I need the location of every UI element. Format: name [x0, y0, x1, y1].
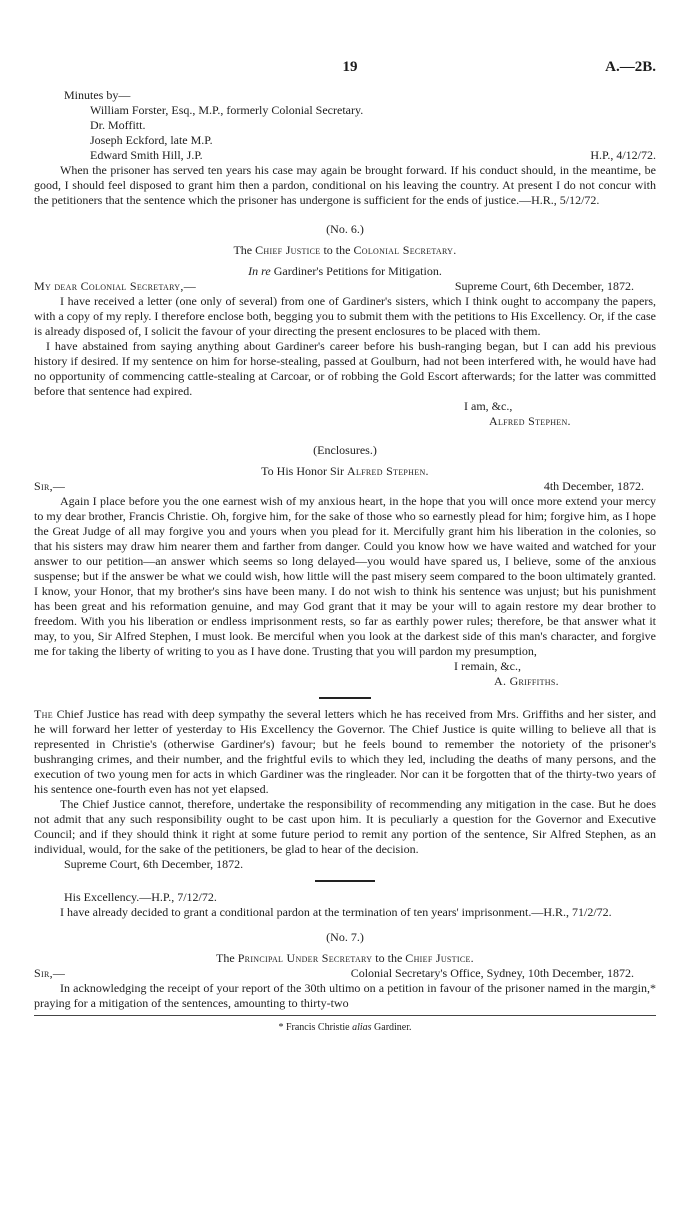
- page-number: 19: [342, 59, 358, 75]
- enclosure-addressee: [34, 464, 656, 479]
- letter-title: [34, 951, 656, 966]
- addressee-name: Alfred Stephen.: [346, 464, 429, 478]
- salutation: Sir,—: [34, 479, 66, 493]
- salutation: Sir,—: [34, 966, 66, 980]
- subject-text: Gardiner's Petitions for Mitigation.: [273, 264, 442, 278]
- letter-subject: [34, 264, 656, 279]
- salutation-row: [34, 279, 656, 294]
- minutes-heading: Minutes by—: [64, 88, 131, 102]
- title-recipient: Colonial Secretary.: [353, 243, 457, 257]
- salutation-row: [34, 966, 656, 981]
- place-date: Supreme Court, 6th December, 1872.: [454, 279, 634, 293]
- footnote-text: * Francis Christie: [278, 1022, 350, 1033]
- letter-date: 4th December, 1872.: [543, 479, 644, 493]
- letter-paragraph: Again I place before you the one earnest wish of my anxious heart, in the hope that you will once more extend your mercy to my dear brother, Francis Christie. Oh, forgive him, for the sake of those who so earnestly plead for him; forgive him, as I hope the Great Judge of all may forgive you and yours when you plead for it. Mercifully grant him his liberation in the colonies, so that his sisters may draw him nearer them and farther from danger. Could you know how we have waited and watched for your answer to our petition—an answer which seems so long delayed—you would have spared us, I believe, some of the anxious suspense; but if the answer be what we could wish, how little will the past misery seem compared to the boon ultimately granted. I know, your Honor, that my brother's sins have been many. I do not wish to think his sentence was unjust; but his punishment has been great and his reformation genuine, and may God grant that it may be your will to again restore my dear brother to freedom. With you his liberation or endless imprisonment rests, so far as earthly power rules; therefore, be that answer what it may, to you, Sir Alfred Stephen, I must look. Be merciful when you look at the darkest side of this man's character, and forgive me for taking the liberty of writing to you as I have done. Trusting that you will pardon my presumption,: [34, 494, 656, 658]
- minutes-name: Joseph Eckford, late M.P.: [90, 133, 213, 147]
- section-divider: [315, 880, 375, 882]
- minute-line: His Excellency.—H.P., 7/12/72.: [64, 890, 217, 904]
- minutes-section: [34, 88, 656, 208]
- memo-paragraph: [34, 707, 656, 797]
- salutation-row: [34, 479, 656, 494]
- memo-place-date: Supreme Court, 6th December, 1872.: [64, 857, 244, 871]
- letter-paragraph: In acknowledging the receipt of your report of the 30th ultimo on a petition in favour of the prisoner named in the margin,* praying for a mitigation of the sentences, amounting to thirty-two: [34, 981, 656, 1010]
- minutes-name-row: [90, 148, 656, 163]
- enclosures-heading: (Enclosures.): [313, 443, 377, 457]
- memo-lead: The: [34, 707, 53, 721]
- chief-justice-memo: [34, 707, 656, 872]
- page-content: [34, 88, 656, 1035]
- footnote-italic: alias: [352, 1022, 372, 1033]
- title-sender: Principal Under Secretary: [237, 951, 373, 965]
- minutes-date-note: H.P., 4/12/72.: [590, 148, 656, 162]
- minutes-paragraph: When the prisoner has served ten years his case may again be brought forward. If his conduct should, in the meantime, be good, I should feel disposed to grant him then a pardon, conditional on his leaving the country. At present I do not concur with the petitioners that the sentence which the prisoner has undergone is sufficient for the ends of justice.—H.R., 5/12/72.: [34, 163, 656, 207]
- memo-text: Chief Justice has read with deep sympathy the several letters which he has received from Mrs. Griffiths and her sister, and he will forward her letter of yesterday to His Excellency the Governor. The Chief Justice is quite willing to believe all that is represented in Christie's (otherwise Gardiner's) favour; but he feels bound to remember the notoriety of the prisoner's bushranging crimes, and their number, and the frightful evils to which they led, including the deaths of many persons, and the execution of two young men for acts in which Gardiner was the ringleader. Nor can it be forgotten that of the thirty-two years of his sentence one-fourth even has not yet elapsed.: [34, 707, 657, 796]
- letter-no6: [34, 222, 656, 429]
- section-divider: [319, 697, 371, 699]
- title-word: to the: [323, 243, 351, 257]
- subject-italic: In re: [248, 264, 271, 278]
- document-reference: A.—2B.: [605, 59, 656, 75]
- footnote-text: Gardiner.: [374, 1022, 412, 1033]
- letter-number: (No. 7.): [326, 930, 364, 944]
- signature: A. Griffiths.: [494, 674, 559, 688]
- minute-excellency: [34, 890, 656, 920]
- letter-paragraph: I have abstained from saying anything about Gardiner's career before his bush-ranging began, but I can add his previous history if desired. If my sentence on him for horse-stealing, passed at Goulburn, had not been interfered with, he would have had no opportunity of commencing cattle-stealing at Carcoar, or of robbing the Gold Escort afterwards; for the latter was committed before that sentence had expired.: [34, 339, 656, 398]
- enclosure-letter: [34, 443, 656, 689]
- footnote-divider: [34, 1015, 656, 1016]
- title-word: The: [216, 951, 235, 965]
- letter-title: [34, 243, 656, 258]
- closing: I remain, &c.,: [454, 659, 521, 673]
- title-word: to the: [375, 951, 403, 965]
- letter-no7: [34, 930, 656, 1011]
- minutes-name: William Forster, Esq., M.P., formerly Colonial Secretary.: [90, 103, 364, 117]
- place-date: Colonial Secretary's Office, Sydney, 10th December, 1872.: [350, 966, 634, 980]
- addressee-prefix: To His Honor Sir: [261, 464, 344, 478]
- title-sender: Chief Justice: [255, 243, 321, 257]
- title-recipient: Chief Justice.: [405, 951, 474, 965]
- minute-paragraph: I have already decided to grant a conditional pardon at the termination of ten years' imprisonment.—H.R., 71/2/72.: [60, 905, 612, 919]
- salutation: My dear Colonial Secretary,—: [34, 279, 196, 293]
- memo-paragraph: The Chief Justice cannot, therefore, undertake the responsibility of recommending any mitigation in the case. But he does not admit that any such responsibility ought to be cast upon him. It is peculiarly a question for the Governor and Executive Council; and if they should think it right at some future period to remit any portion of the sentence, Sir Alfred Stephen, as an individual, would, for the sake of the petitioners, be glad to hear of the decision.: [34, 797, 656, 856]
- footnote: [34, 1020, 656, 1035]
- closing: I am, &c.,: [464, 399, 513, 413]
- minutes-name: Dr. Moffitt.: [90, 118, 146, 132]
- letter-number: (No. 6.): [326, 222, 364, 236]
- signature: Alfred Stephen.: [489, 414, 571, 428]
- title-word: The: [233, 243, 253, 257]
- minutes-names: [34, 103, 656, 163]
- letter-paragraph: I have received a letter (one only of several) from one of Gardiner's sisters, which I think ought to accompany the papers, with a copy of my reply. I therefore enclose both, begging you to submit them with the petitions to His Excellency. Or, if the case is already disposed of, I solicit the favour of your directing the present enclosures to be placed with them.: [34, 294, 656, 338]
- minutes-name: Edward Smith Hill, J.P.: [90, 148, 203, 162]
